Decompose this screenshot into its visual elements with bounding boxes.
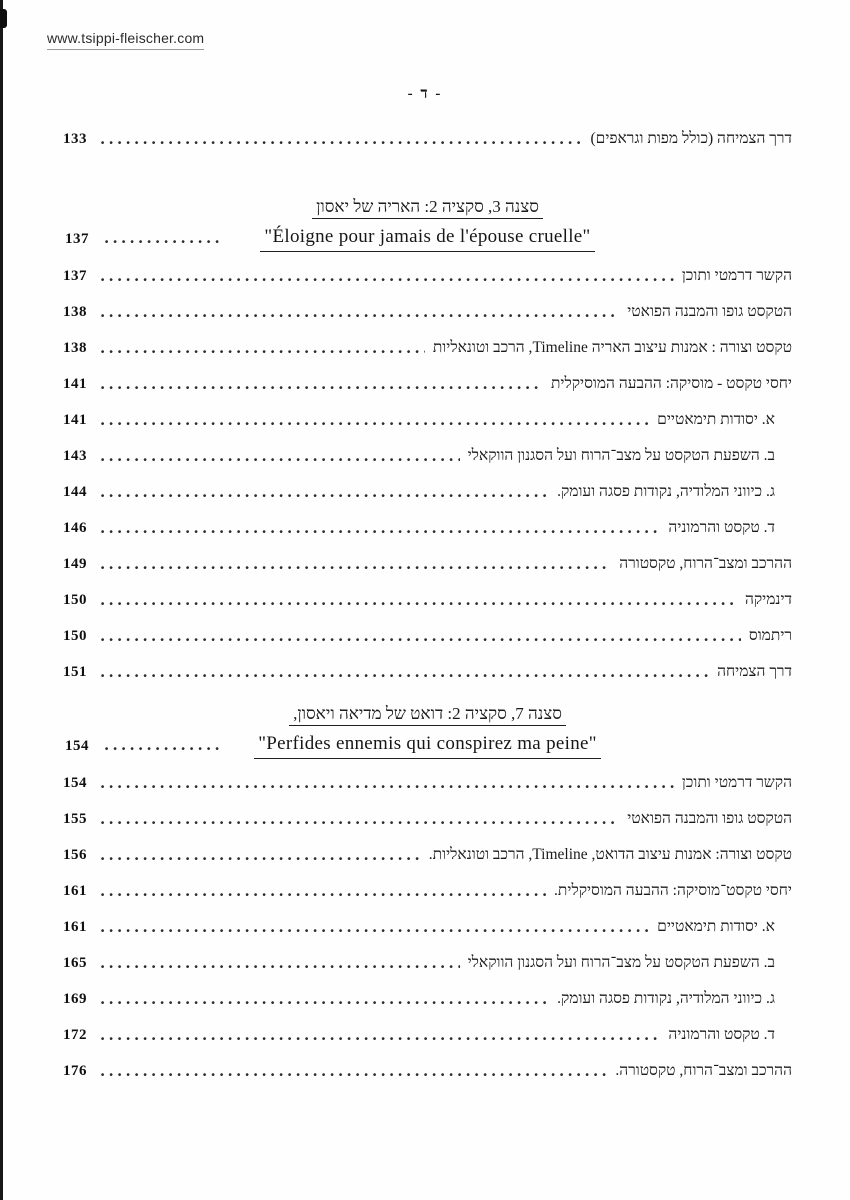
dotted-leader: [101, 602, 737, 606]
toc-entry: [63, 845, 792, 865]
dotted-leader: [101, 965, 460, 969]
scan-edge-artifact: [0, 0, 3, 1200]
entry-page-number: 161: [63, 883, 87, 899]
toc-entry: [63, 266, 792, 286]
entry-page-number: 150: [63, 592, 87, 608]
toc-entry: [63, 1025, 792, 1045]
section-title-hebrew: סצנה 3, סקציה 2: האריה של יאסון: [312, 197, 543, 219]
toc-content: [0, 129, 850, 1081]
dotted-leader: [101, 857, 421, 861]
dotted-leader: [105, 240, 221, 244]
entry-page-number: 161: [63, 919, 87, 935]
section-entries: [63, 266, 792, 682]
entry-page-number: 156: [63, 847, 87, 863]
entry-page-number: 146: [63, 520, 87, 536]
entry-label: ההרכב ומצב־הרוח, טקסטורה.: [615, 1062, 792, 1079]
toc-entry: [63, 518, 792, 538]
toc-entry: [63, 482, 792, 502]
entry-label: ד. טקסט והרמוניה: [668, 519, 775, 536]
scan-corner-artifact: [0, 9, 7, 28]
entry-label: הקשר דרמטי ותוכן: [681, 267, 792, 284]
section-title-hebrew: סצנה 7, סקציה 2: דואט של מדיאה ויאסון,: [289, 704, 566, 726]
dotted-leader: [101, 494, 549, 498]
page-letter-marker: - ד -: [407, 86, 443, 102]
toc-entry: [63, 989, 792, 1009]
entry-label: דינמיקה: [744, 591, 792, 608]
entry-page-number: 172: [63, 1027, 87, 1043]
toc-intro-entries: [63, 129, 792, 149]
entry-label: ב. השפעת הטקסט על מצב־הרוח ועל הסגנון הווקאלי: [467, 954, 775, 971]
entry-page-number: 165: [63, 955, 87, 971]
entry-page-number: 155: [63, 811, 87, 827]
dotted-leader: [101, 1037, 660, 1041]
toc-entry: [63, 129, 792, 149]
toc-entry: [63, 809, 792, 829]
section-title-hebrew-row: [63, 195, 792, 219]
toc-section: [63, 702, 792, 1081]
section-title-french: "Perfides ennemis qui conspirez ma peine": [254, 731, 601, 759]
toc-entry: [63, 881, 792, 901]
toc-entry: [63, 626, 792, 646]
entry-label: ב. השפעת הטקסט על מצב־הרוח ועל הסגנון הווקאלי: [467, 447, 775, 464]
entry-page-number: 133: [63, 131, 87, 147]
entry-page-number: 143: [63, 448, 87, 464]
entry-label: הטקסט גופו והמבנה הפואטי: [627, 810, 792, 827]
entry-label: יחסי טקסט־מוסיקה: ההבעה המוסיקלית.: [554, 882, 792, 899]
toc-entry: [63, 410, 792, 430]
section-entries: [63, 773, 792, 1081]
dotted-leader: [101, 530, 660, 534]
dotted-leader: [101, 350, 425, 354]
toc-entry: [63, 374, 792, 394]
toc-entry: [63, 590, 792, 610]
dotted-leader: [101, 674, 709, 678]
entry-label: טקסט וצורה : אמנות עיצוב האריה Timeline, הרכב וטונאליות: [432, 339, 792, 356]
dotted-leader: [101, 929, 649, 933]
entry-label: א. יסודות תימאטיים: [657, 918, 775, 935]
entry-page-number: 141: [63, 376, 87, 392]
toc-entry: [63, 953, 792, 973]
entry-label: יחסי טקסט - מוסיקה: ההבעה המוסיקלית: [550, 375, 792, 392]
website-watermark: www.tsippi-fleischer.com: [47, 30, 204, 50]
dotted-leader: [101, 638, 741, 642]
toc-entry: [63, 554, 792, 574]
entry-page-number: 149: [63, 556, 87, 572]
entry-page-number: 176: [63, 1063, 87, 1079]
section-title-french-row: [63, 731, 792, 761]
toc-sections: [63, 195, 792, 1081]
entry-label: ריתמוס: [748, 627, 792, 644]
entry-label: ההרכב ומצב־הרוח, טקסטורה: [619, 555, 792, 572]
entry-label: ג. כיווני המלודיה, נקודות פסגה ועומק.: [557, 990, 775, 1007]
section-title-french: "Éloigne pour jamais de l'épouse cruelle": [260, 224, 594, 252]
entry-page-number: 151: [63, 664, 87, 680]
dotted-leader: [101, 278, 674, 282]
dotted-leader: [101, 1001, 549, 1005]
toc-entry: [63, 662, 792, 682]
section-title-french-row: [63, 224, 792, 254]
dotted-leader: [105, 747, 221, 751]
section-title-hebrew-row: [63, 702, 792, 726]
section-page-number: 154: [65, 738, 89, 754]
section-page-number: 137: [65, 231, 89, 247]
toc-entry: [63, 917, 792, 937]
entry-label: הקשר דרמטי ותוכן: [681, 774, 792, 791]
toc-entry: [63, 446, 792, 466]
entry-label: דרך הצמיחה (כולל מפות וגראפים): [590, 130, 792, 147]
dotted-leader: [101, 386, 543, 390]
dotted-leader: [101, 422, 649, 426]
toc-entry: [63, 302, 792, 322]
toc-entry: [63, 773, 792, 793]
dotted-leader: [101, 785, 674, 789]
entry-page-number: 154: [63, 775, 87, 791]
entry-label: הטקסט גופו והמבנה הפואטי: [627, 303, 792, 320]
entry-page-number: 138: [63, 304, 87, 320]
dotted-leader: [101, 458, 460, 462]
dotted-leader: [101, 141, 582, 145]
entry-page-number: 169: [63, 991, 87, 1007]
toc-entry: [63, 1061, 792, 1081]
entry-label: דרך הצמיחה: [717, 663, 792, 680]
dotted-leader: [101, 893, 546, 897]
entry-label: טקסט וצורה: אמנות עיצוב הדואט, Timeline, הרכב וטונאליות.: [428, 846, 792, 863]
entry-page-number: 141: [63, 412, 87, 428]
dotted-leader: [101, 566, 611, 570]
entry-label: ד. טקסט והרמוניה: [668, 1026, 775, 1043]
toc-section: [63, 195, 792, 682]
entry-label: א. יסודות תימאטיים: [657, 411, 775, 428]
dotted-leader: [101, 1073, 607, 1077]
entry-page-number: 150: [63, 628, 87, 644]
entry-page-number: 137: [63, 268, 87, 284]
entry-page-number: 144: [63, 484, 87, 500]
dotted-leader: [101, 314, 619, 318]
dotted-leader: [101, 821, 619, 825]
toc-entry: [63, 338, 792, 358]
entry-label: ג. כיווני המלודיה, נקודות פסגה ועומק.: [557, 483, 775, 500]
entry-page-number: 138: [63, 340, 87, 356]
